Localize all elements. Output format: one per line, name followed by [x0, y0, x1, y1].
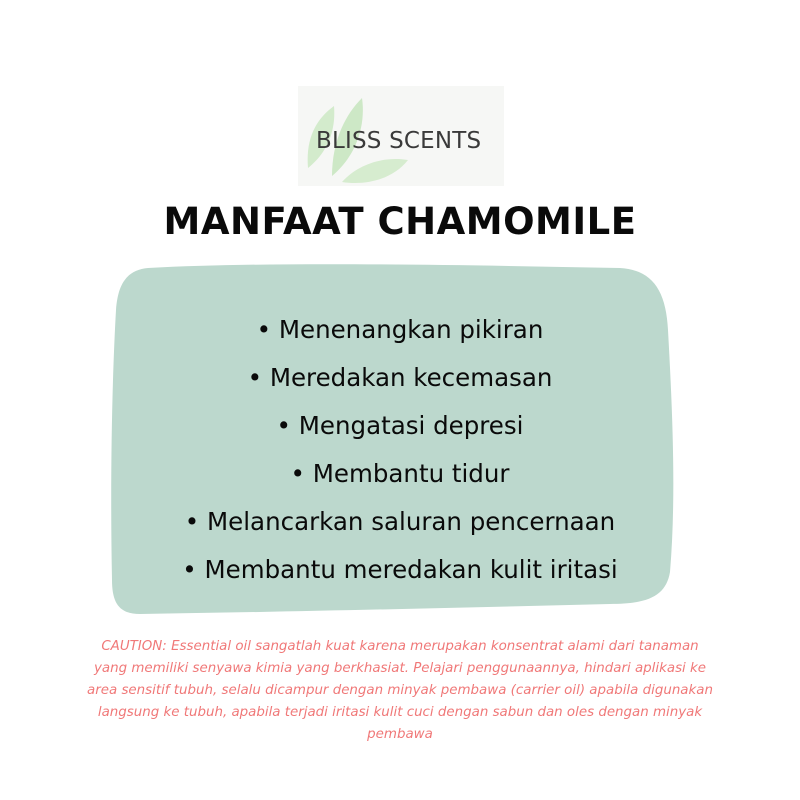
caution-note: CAUTION: Essential oil sangatlah kuat karena merupakan konsentrat alami dari tanaman yang memiliki senyawa kimia yang berkhasiat. Pelajari penggunaannya, hindari aplikasi ke area sensitif tubuh, selalu dicampur dengan minyak pembawa (carrier oil) apabila digunakan langsung ke tubuh, apabila terjadi iritasi kulit cuci dengan sabun dan oles dengan minyak pembawa — [87, 639, 713, 742]
benefit-item: • Membantu tidur — [290, 459, 510, 488]
benefit-item: • Membantu meredakan kulit iritasi — [182, 555, 618, 584]
benefit-item: • Menenangkan pikiran — [256, 315, 544, 344]
benefit-item: • Mengatasi depresi — [276, 411, 524, 440]
benefit-item: • Melancarkan saluran pencernaan — [184, 507, 616, 536]
brand-name: BLISS SCENTS — [316, 128, 482, 154]
page-title: MANFAAT CHAMOMILE — [163, 200, 637, 243]
benefit-item: • Meredakan kecemasan — [247, 363, 553, 392]
benefits-list — [110, 306, 690, 594]
